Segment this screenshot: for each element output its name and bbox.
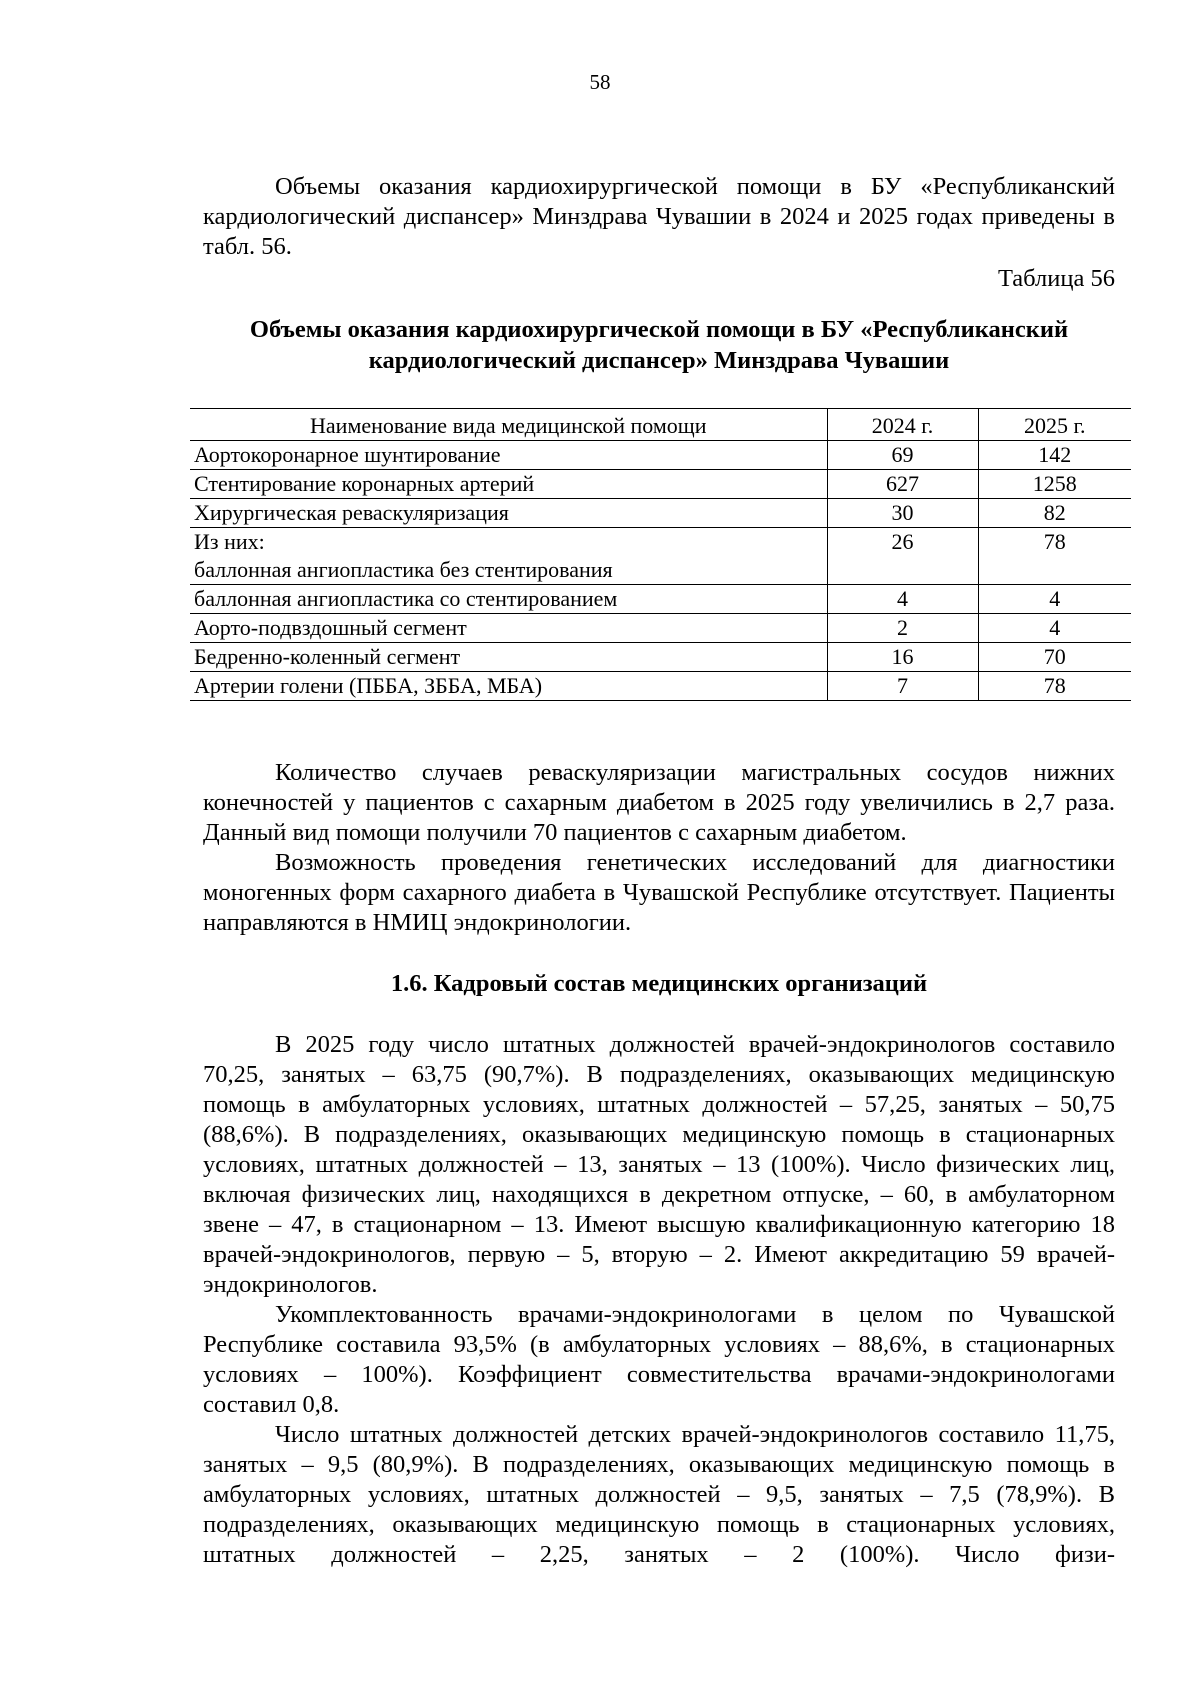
table-label: Таблица 56 [997,265,1115,292]
data-table [190,408,1131,701]
value-2024: 2 [827,614,978,643]
table-row [190,643,1131,672]
header-cell-2025: 2025 г. [978,409,1131,441]
table-row [190,499,1131,528]
table-title [203,314,1115,376]
body-paragraph: В 2025 году число штатных должностей врачей-эндокринологов составило 70,25, занятых – 63,75 (90,7%). В подразделениях, оказывающих медицинскую помощь в амбулаторных условиях, штатных должностей – 57,25, занятых – 50,75 (88,6%). В подразделениях, оказывающих медицинскую помощь в стационарных условиях, штатных должностей – 13, занятых – 13 (100%). Число физических лиц, включая физических лиц, находящихся в декретном отпуске, – 60, в амбулаторном звене – 47, в стационарном – 13. Имеют высшую квалификационную категорию 18 врачей-эндокринологов, первую – 5, вторую – 2. Имеют аккредитацию 59 врачей-эндокринологов. [203,1031,1115,1298]
row-name-line: Из них: [194,529,265,554]
table-row [190,585,1131,614]
table-row [190,614,1131,643]
value-2024: 7 [827,672,978,701]
row-name: Артерии голени (ПББА, ЗББА, МБА) [190,672,827,701]
table-title-line: кардиологический диспансер» Минздрава Чувашии [368,347,950,374]
table-row [190,672,1131,701]
row-name-line: баллонная ангиопластика без стентирования [194,557,613,582]
intro-paragraph: Объемы оказания кардиохирургической помощи в БУ «Республиканский кардиологический диспансер» Минздрава Чувашии в 2024 и 2025 годах приведены в табл. 56. [203,173,1115,260]
value-2025: 4 [978,585,1131,614]
intro-paragraph-block [203,172,1115,262]
row-name: Аорто-подвздошный сегмент [190,614,827,643]
value-2024: 69 [827,441,978,470]
value-2025: 78 [978,528,1131,585]
table-row [190,528,1131,585]
table-header-row [190,409,1131,441]
value-2025: 4 [978,614,1131,643]
body-paragraph: Количество случаев реваскуляризации магистральных сосудов нижних конечностей у пациентов с сахарным диабетом в 2025 году увеличились в 2,7 раза. Данный вид помощи получили 70 пациентов с сахарным диабетом. [203,759,1115,846]
row-name: баллонная ангиопластика со стентированием [190,585,827,614]
value-2024: 30 [827,499,978,528]
header-cell-name: Наименование вида медицинской помощи [190,409,827,441]
value-2025: 1258 [978,470,1131,499]
body-paragraph: Возможность проведения генетических исследований для диагностики моногенных форм сахарного диабета в Чувашской Республике отсутствует. Пациенты направляются в НМИЦ эндокринологии. [203,849,1115,936]
value-2025: 142 [978,441,1131,470]
value-2025: 70 [978,643,1131,672]
table-title-line: Объемы оказания кардиохирургической помощи в БУ «Республиканский [249,316,1069,343]
section-heading: 1.6. Кадровый состав медицинских организаций [390,970,928,997]
value-2024: 16 [827,643,978,672]
row-name [190,528,827,585]
table-row [190,470,1131,499]
row-name: Стентирование коронарных артерий [190,470,827,499]
page-number: 58 [589,70,611,94]
row-name: Аортокоронарное шунтирование [190,441,827,470]
value-2024: 627 [827,470,978,499]
post-table-text [203,758,1115,938]
value-2024: 26 [827,528,978,585]
row-name: Бедренно-коленный сегмент [190,643,827,672]
header-cell-2024: 2024 г. [827,409,978,441]
table-row [190,441,1131,470]
value-2024: 4 [827,585,978,614]
value-2025: 82 [978,499,1131,528]
value-2025: 78 [978,672,1131,701]
section-text [203,1030,1115,1570]
body-paragraph: Укомплектованность врачами-эндокринологами в целом по Чувашской Республике составила 93,5% (в амбулаторных условиях – 88,6%, в стационарных условиях – 100%). Коэффициент совместительства врачами-эндокринологами составил 0,8. [203,1301,1115,1418]
body-paragraph: Число штатных должностей детских врачей-эндокринологов составило 11,75, занятых – 9,5 (80,9%). В подразделениях, оказывающих медицинскую помощь в амбулаторных условиях, штатных должностей – 9,5, занятых – 7,5 (78,9%). В подразделениях, оказывающих медицинскую помощь в стационарных условиях, штатных должностей – 2,25, занятых – 2 (100%). Число физи- [203,1421,1115,1568]
row-name: Хирургическая реваскуляризация [190,499,827,528]
